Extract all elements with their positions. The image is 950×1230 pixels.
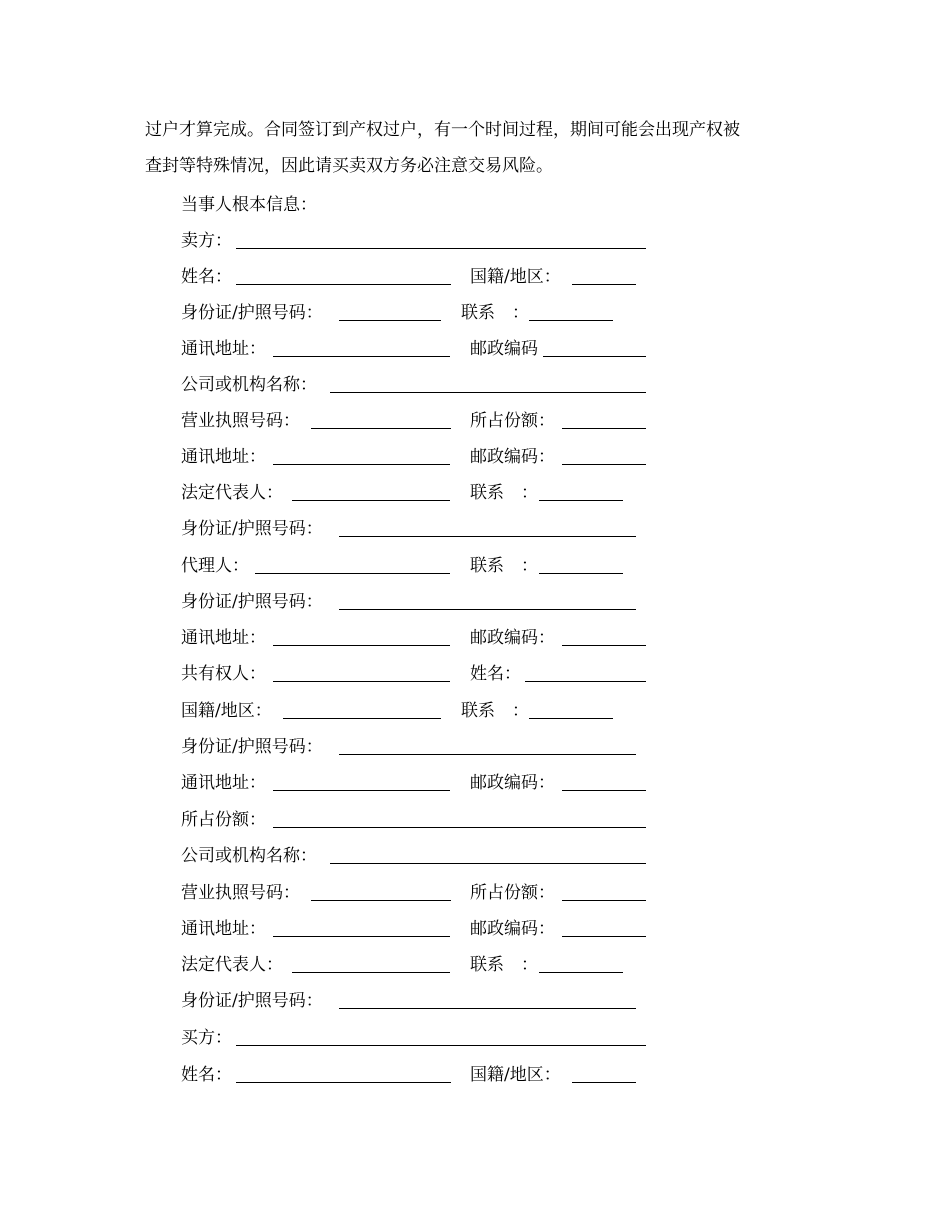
contact-field[interactable]: [529, 320, 613, 321]
legal-rep-label: 法定代表人：: [181, 955, 283, 975]
address-label: 通讯地址：: [181, 773, 266, 793]
nationality-field[interactable]: [283, 718, 441, 719]
company-label: 公司或机构名称：: [181, 846, 317, 866]
contact-field[interactable]: [539, 972, 623, 973]
postcode-field[interactable]: [562, 645, 646, 646]
address-field[interactable]: [273, 356, 450, 357]
name-field[interactable]: [525, 681, 646, 682]
id-number-label: 身份证/护照号码：: [181, 592, 323, 612]
contact-label: 联系 ：: [470, 556, 538, 576]
address-label: 通讯地址：: [181, 628, 266, 648]
legal-rep-field[interactable]: [292, 972, 450, 973]
nationality-field[interactable]: [572, 284, 636, 285]
address-field[interactable]: [273, 645, 450, 646]
contact-label: 联系 ：: [470, 955, 538, 975]
agent-label: 代理人：: [181, 556, 249, 576]
share-field[interactable]: [562, 428, 646, 429]
postcode-label: 邮政编码：: [470, 919, 555, 939]
intro-paragraph: [145, 112, 810, 184]
id-number-label: 身份证/护照号码：: [181, 519, 323, 539]
share-label: 所占份额：: [181, 810, 266, 830]
nationality-label: 国籍/地区：: [470, 267, 561, 287]
address-field[interactable]: [273, 464, 450, 465]
address-label: 通讯地址：: [181, 447, 266, 467]
share-field[interactable]: [562, 900, 646, 901]
share-label: 所占份额：: [470, 883, 555, 903]
nationality-label: 国籍/地区：: [470, 1065, 561, 1085]
buyer-field[interactable]: [236, 1045, 646, 1046]
share-field[interactable]: [273, 827, 646, 828]
id-number-label: 身份证/护照号码：: [181, 991, 323, 1011]
id-number-label: 身份证/护照号码：: [181, 303, 323, 323]
license-field[interactable]: [311, 428, 451, 429]
name-label: 姓名：: [181, 267, 232, 287]
postcode-field[interactable]: [562, 790, 646, 791]
license-label: 营业执照号码：: [181, 883, 300, 903]
co-owner-label: 共有权人：: [181, 664, 266, 684]
address-label: 通讯地址：: [181, 339, 266, 359]
license-label: 营业执照号码：: [181, 411, 300, 431]
name-label: 姓名：: [470, 664, 521, 684]
id-number-field[interactable]: [339, 754, 636, 755]
postcode-label: 邮政编码：: [470, 773, 555, 793]
seller-field[interactable]: [236, 248, 646, 249]
postcode-field[interactable]: [543, 356, 646, 357]
contact-field[interactable]: [539, 573, 623, 574]
contact-label: 联系 ：: [461, 303, 529, 323]
legal-rep-label: 法定代表人：: [181, 483, 283, 503]
contact-field[interactable]: [529, 718, 613, 719]
id-number-field[interactable]: [339, 1008, 636, 1009]
share-label: 所占份额：: [470, 411, 555, 431]
nationality-label: 国籍/地区：: [181, 701, 272, 721]
postcode-field[interactable]: [562, 464, 646, 465]
id-number-field[interactable]: [339, 536, 636, 537]
postcode-field[interactable]: [562, 936, 646, 937]
id-number-field[interactable]: [339, 609, 636, 610]
company-field[interactable]: [330, 392, 646, 393]
id-number-label: 身份证/护照号码：: [181, 737, 323, 757]
postcode-label: 邮政编码：: [470, 447, 555, 467]
co-owner-field[interactable]: [273, 681, 450, 682]
contact-label: 联系 ：: [461, 701, 529, 721]
legal-rep-field[interactable]: [292, 500, 450, 501]
name-field[interactable]: [236, 1082, 451, 1083]
name-field[interactable]: [236, 284, 451, 285]
company-field[interactable]: [330, 863, 646, 864]
intro-line-1: 过户才算完成。合同签订到产权过户，有一个时间过程，期间可能会出现产权被: [145, 120, 740, 140]
license-field[interactable]: [311, 900, 451, 901]
nationality-field[interactable]: [572, 1082, 636, 1083]
agent-field[interactable]: [255, 573, 450, 574]
postcode-label: 邮政编码: [470, 339, 538, 359]
name-label: 姓名：: [181, 1065, 232, 1085]
address-label: 通讯地址：: [181, 919, 266, 939]
document-page: 过户才算完成。合同签订到产权过户，有一个时间过程，期间可能会出现产权被 查封等特殊情况，因此请买卖双方务必注意交易风险。 当事人根本信息： 卖方： 姓名： 国籍/地区： 身份证/护照号码： 联系 ： 通讯地址： 邮政编码 公司或机构名称： 营业执照号码： 所占份额： 通讯地址： 邮政编码： 法定代表人： 联系 ： 身份证/护照号码： 代理人： 联系 ： 身份证/护照号码： 通讯地址： 邮政编码： 共有权人： 姓名： 国籍/地区： 联系 ： 身份证/护照号码： 通讯地址： 邮政编码： 所占份额： 公司或机构名称： 营业执照号码： 所占份额： 通讯地址： 邮政编码： 法定代表人： 联系 ： 身份证/护照号码： 买方： 姓名： 国籍/地区：: [0, 0, 950, 1230]
company-label: 公司或机构名称：: [181, 375, 317, 395]
id-number-field[interactable]: [339, 320, 441, 321]
address-field[interactable]: [273, 936, 450, 937]
intro-line-2: 查封等特殊情况，因此请买卖双方务必注意交易风险。: [145, 156, 553, 176]
address-field[interactable]: [273, 790, 450, 791]
contact-label: 联系 ：: [470, 483, 538, 503]
seller-label: 卖方：: [181, 231, 232, 251]
buyer-label: 买方：: [181, 1028, 232, 1048]
postcode-label: 邮政编码：: [470, 628, 555, 648]
contact-field[interactable]: [539, 500, 623, 501]
